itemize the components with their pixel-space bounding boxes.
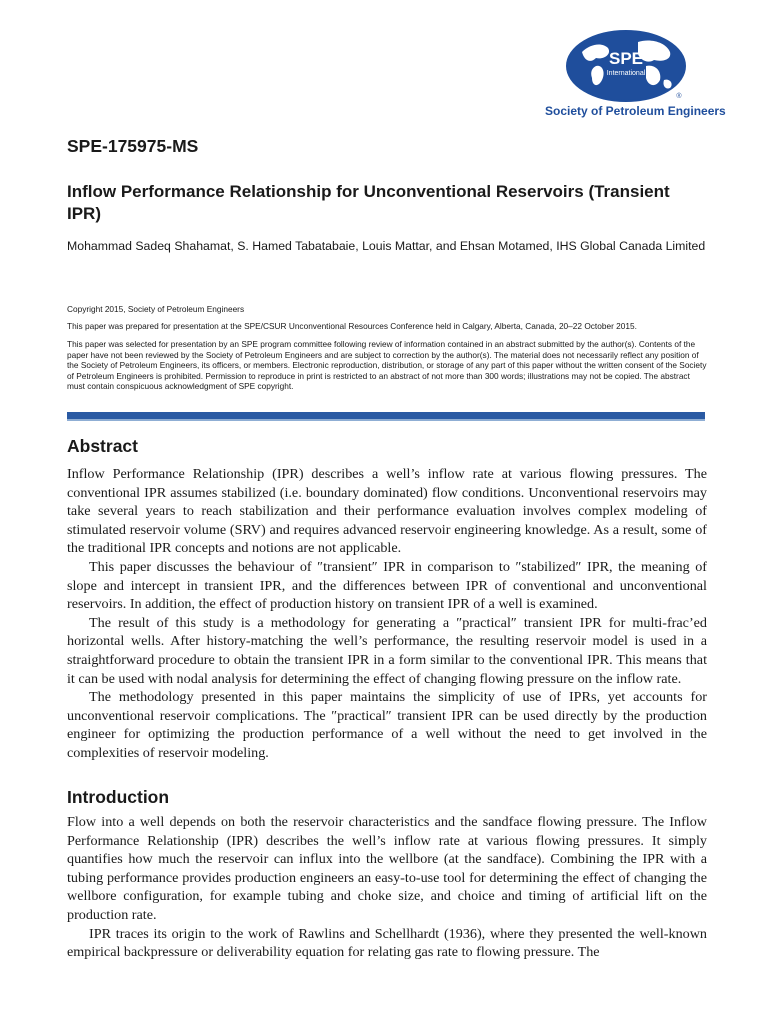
logo-org-name: Society of Petroleum Engineers [545, 104, 726, 118]
section-divider-accent [67, 419, 705, 421]
paper-id: SPE-175975-MS [67, 136, 199, 156]
abstract-heading: Abstract [67, 436, 138, 456]
paper-title: Inflow Performance Relationship for Unconventional Reservoirs (Transient IPR) [67, 182, 670, 223]
abstract-paragraph: The result of this study is a methodology for generating a ″practical″ transient IPR for multi-frac’ed horizontal wells. After history-matching the well’s performance, the resulting reservoir model is used in a straightforward procedure to obtain the transient IPR in a form similar to the conventional IPR. This means that it can be used with nodal analysis for determining the effect of changing flowing pressure on the inflow rate. [67, 614, 707, 687]
authors: Mohammad Sadeq Shahamat, S. Hamed Tabatabaie, Louis Mattar, and Ehsan Motamed, IHS Global Canada Limited [67, 239, 706, 253]
copyright-line: Copyright 2015, Society of Petroleum Engineers [67, 304, 245, 314]
introduction-body [67, 813, 707, 962]
section-divider [67, 412, 705, 419]
introduction-paragraph: IPR traces its origin to the work of Rawlins and Schellhardt (1936), where they presented the well-known empirical backpressure or deliverability equation for relating gas rate to flowing pressure. The [67, 925, 707, 961]
abstract-paragraph: Inflow Performance Relationship (IPR) describes a well’s inflow rate at various flowing pressures. The conventional IPR assumes stabilized (i.e. boundary dominated) flow conditions. Unconventional reservoirs may take several years to reach stabilization and their performance evaluation involves complex modeling of stimulated reservoir volume (SRV) and requires advanced reservoir engineering knowledge. As a result, some of the traditional IPR concepts and notions are not applicable. [67, 466, 707, 557]
abstract-paragraph: The methodology presented in this paper maintains the simplicity of use of IPRs, yet accounts for unconventional reservoir complications. The ″practical″ transient IPR can be used directly by the production engineer for optimizing the production performance of a well without the need to get involved in the complexities of reservoir modeling. [67, 689, 707, 761]
abstract-paragraph: This paper discusses the behaviour of ″transient″ IPR in comparison to ″stabilized″ IPR, the meaning of slope and intercept in transient IPR, and the differences between IPR of conventional and unconventional reservoirs. In addition, the effect of production history on transient IPR of a well is examined. [67, 558, 707, 613]
abstract-body [67, 465, 707, 763]
disclaimer-text: This paper was selected for presentation by an SPE program committee following review of information contained in an abstract submitted by the author(s). Contents of the paper have not been reviewed by the Society of Petroleum Engineers and are subject to correction by the author(s). The material does not necessarily reflect any position of the Society of Petroleum Engineers, its officers, or members. Electronic reproduction, distribution, or storage of any part of this paper without the written consent of the Society of Petroleum Engineers is prohibited. Permission to reproduce in print is restricted to an abstract of not more than 300 words; illustrations may not be copied. The abstract must contain conspicuous acknowledgment of SPE copyright. [67, 339, 707, 391]
conference-line: This paper was prepared for presentation at the SPE/CSUR Unconventional Resources Conference held in Calgary, Alberta, Canada, 20–22 October 2015. [67, 321, 637, 331]
logo-sub: International [606, 70, 646, 77]
registered-mark: ® [676, 93, 682, 100]
introduction-heading: Introduction [67, 787, 170, 807]
logo-abbr: SPE [608, 49, 644, 68]
spe-logo [545, 30, 726, 122]
globe-icon [566, 30, 686, 102]
introduction-paragraph: Flow into a well depends on both the reservoir characteristics and the sandface flowing pressure. The Inflow Performance Relationship (IPR) describes the well’s inflow rate at various flowing pressures. It simply quantifies how much the reservoir can influx into the wellbore (at the sandface). Combining the IPR with a tubing performance provides production engineers an easy-to-use tool for determining the effect of changing the wellbore configuration, for example tubing and choke size, and choice and timing of artificial lift on the production rate. [67, 814, 707, 923]
